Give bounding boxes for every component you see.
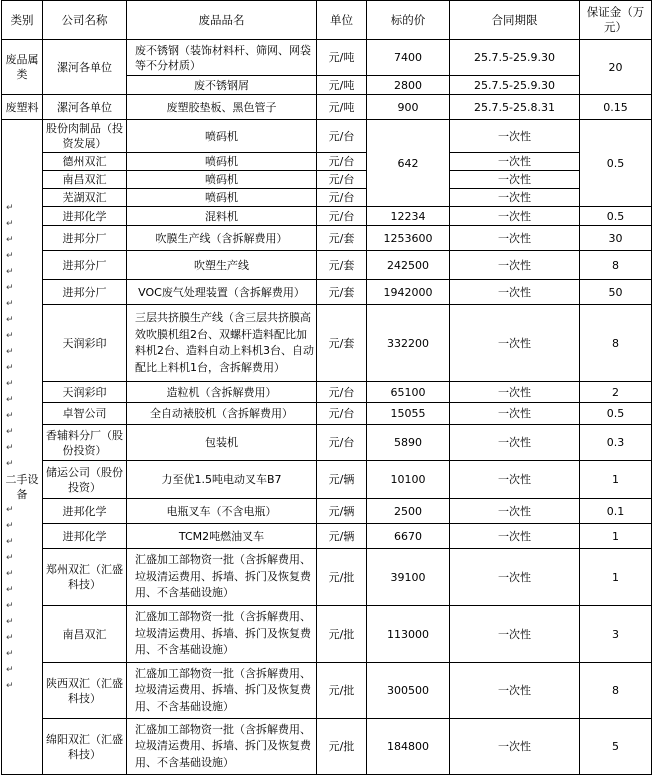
deposit-cell: 2 [580, 382, 652, 403]
price-cell: 5890 [367, 425, 450, 461]
return-mark: ↵ [6, 681, 14, 691]
contract-cell: 一次性 [450, 606, 580, 663]
table-row [2, 153, 652, 171]
price-cell: 242500 [367, 251, 450, 280]
table-row [2, 40, 652, 76]
contract-cell: 一次性 [450, 251, 580, 280]
unit-cell: 元/台 [317, 171, 367, 189]
table-row [2, 524, 652, 549]
item-cell: 汇盛加工部物资一批（含拆解费用、垃圾清运费用、拆墙、拆门及恢复费用、不含基础设施） [127, 663, 317, 719]
table-row [2, 251, 652, 280]
contract-cell: 一次性 [450, 189, 580, 207]
company-cell: 芜湖双汇 [43, 189, 127, 207]
unit-cell: 元/套 [317, 305, 367, 382]
return-mark: ↵ [6, 235, 14, 245]
deposit-cell: 3 [580, 606, 652, 663]
table-row [2, 461, 652, 499]
unit-cell: 元/批 [317, 549, 367, 606]
contract-cell: 一次性 [450, 663, 580, 719]
return-mark: ↵ [6, 585, 14, 595]
deposit-cell: 1 [580, 549, 652, 606]
unit-cell: 元/台 [317, 425, 367, 461]
item-cell: 废不锈钢屑 [127, 76, 317, 95]
table-row [2, 403, 652, 425]
header-item: 废品品名 [127, 1, 317, 40]
deposit-cell: 30 [580, 226, 652, 251]
table-row [2, 719, 652, 775]
price-cell: 7400 [367, 40, 450, 76]
item-cell: 喷码机 [127, 189, 317, 207]
table-row [2, 280, 652, 305]
company-cell: 卓智公司 [43, 403, 127, 425]
unit-cell: 元/批 [317, 663, 367, 719]
header-price: 标的价 [367, 1, 450, 40]
company-cell: 德州双汇 [43, 153, 127, 171]
return-mark: ↵ [6, 203, 14, 213]
return-mark: ↵ [6, 601, 14, 611]
company-cell: 天润彩印 [43, 305, 127, 382]
company-cell: 进邦化学 [43, 524, 127, 549]
deposit-cell: 0.5 [580, 207, 652, 226]
contract-cell: 一次性 [450, 226, 580, 251]
item-cell: VOC废气处理装置（含拆解费用） [127, 280, 317, 305]
item-cell: 包装机 [127, 425, 317, 461]
item-cell: 喷码机 [127, 171, 317, 189]
unit-cell: 元/辆 [317, 524, 367, 549]
company-cell: 天润彩印 [43, 382, 127, 403]
price-cell: 2500 [367, 499, 450, 524]
deposit-cell: 50 [580, 280, 652, 305]
price-cell: 15055 [367, 403, 450, 425]
price-cell: 2800 [367, 76, 450, 95]
company-cell: 漯河各单位 [43, 40, 127, 95]
unit-cell: 元/批 [317, 606, 367, 663]
item-cell: 喷码机 [127, 120, 317, 153]
contract-cell: 一次性 [450, 382, 580, 403]
header-unit: 单位 [317, 1, 367, 40]
contract-cell: 一次性 [450, 403, 580, 425]
contract-cell: 一次性 [450, 499, 580, 524]
header-company: 公司名称 [43, 1, 127, 40]
table-row [2, 663, 652, 719]
contract-cell: 一次性 [450, 171, 580, 189]
company-cell: 绵阳双汇（汇盛科技） [43, 719, 127, 775]
return-mark: ↵ [6, 443, 14, 453]
item-cell: 力至优1.5吨电动叉车B7 [127, 461, 317, 499]
contract-cell: 一次性 [450, 207, 580, 226]
item-cell: 汇盛加工部物资一批（含拆解费用、垃圾清运费用、拆墙、拆门及恢复费用、不含基础设施） [127, 606, 317, 663]
price-cell: 6670 [367, 524, 450, 549]
deposit-cell: 0.15 [580, 95, 652, 120]
price-cell: 642 [367, 120, 450, 207]
price-cell: 113000 [367, 606, 450, 663]
company-cell: 进邦分厂 [43, 280, 127, 305]
contract-cell: 25.7.5-25.8.31 [450, 95, 580, 120]
price-cell: 900 [367, 95, 450, 120]
company-cell: 进邦分厂 [43, 251, 127, 280]
contract-cell: 一次性 [450, 120, 580, 153]
price-cell: 65100 [367, 382, 450, 403]
item-cell: 吹塑生产线 [127, 251, 317, 280]
deposit-cell: 0.5 [580, 120, 652, 207]
table-row [2, 305, 652, 382]
return-mark: ↵ [6, 299, 14, 309]
item-cell: 汇盛加工部物资一批（含拆解费用、垃圾清运费用、拆墙、拆门及恢复费用、不含基础设施） [127, 549, 317, 606]
return-mark: ↵ [6, 505, 14, 515]
contract-cell: 一次性 [450, 280, 580, 305]
deposit-cell: 0.5 [580, 403, 652, 425]
unit-cell: 元/吨 [317, 95, 367, 120]
deposit-cell: 0.3 [580, 425, 652, 461]
company-cell: 进邦化学 [43, 207, 127, 226]
return-mark: ↵ [6, 363, 14, 373]
contract-cell: 一次性 [450, 524, 580, 549]
price-cell: 300500 [367, 663, 450, 719]
item-cell: 汇盛加工部物资一批（含拆解费用、垃圾清运费用、拆墙、拆门及恢复费用、不含基础设施） [127, 719, 317, 775]
price-cell: 1942000 [367, 280, 450, 305]
contract-cell: 一次性 [450, 461, 580, 499]
category-second-hand [2, 120, 43, 775]
unit-cell: 元/套 [317, 280, 367, 305]
return-mark: ↵ [6, 219, 14, 229]
contract-cell: 25.7.5-25.9.30 [450, 76, 580, 95]
company-cell: 南昌双汇 [43, 606, 127, 663]
deposit-cell: 8 [580, 663, 652, 719]
company-cell: 进邦分厂 [43, 226, 127, 251]
table-row [2, 207, 652, 226]
table-row [2, 120, 652, 153]
contract-cell: 一次性 [450, 549, 580, 606]
unit-cell: 元/台 [317, 120, 367, 153]
deposit-cell: 8 [580, 251, 652, 280]
return-mark: ↵ [6, 251, 14, 261]
item-cell: 废塑胶垫板、黑色管子 [127, 95, 317, 120]
return-mark: ↵ [6, 459, 14, 469]
header-contract: 合同期限 [450, 1, 580, 40]
item-cell: 三层共挤膜生产线（含三层共挤膜高效吹膜机组2台、双螺杆造料配比加料机2台、造料自动上料机3台、自动配比上料机1台，含拆解费用） [127, 305, 317, 382]
item-cell: 混料机 [127, 207, 317, 226]
return-mark: ↵ [6, 427, 14, 437]
return-mark: ↵ [6, 395, 14, 405]
deposit-cell: 20 [580, 40, 652, 95]
unit-cell: 元/辆 [317, 499, 367, 524]
table-row [2, 606, 652, 663]
return-mark: ↵ [6, 283, 14, 293]
return-mark: ↵ [6, 649, 14, 659]
item-cell: 吹膜生产线（含拆解费用） [127, 226, 317, 251]
company-cell: 郑州双汇（汇盛科技） [43, 549, 127, 606]
category-scrap-metal: 废品属类 [2, 40, 43, 95]
return-mark: ↵ [6, 521, 14, 531]
item-cell: 电瓶叉车（不含电瓶） [127, 499, 317, 524]
return-mark: ↵ [6, 267, 14, 277]
header-category: 类别 [2, 1, 43, 40]
unit-cell: 元/吨 [317, 76, 367, 95]
company-cell: 南昌双汇 [43, 171, 127, 189]
contract-cell: 一次性 [450, 305, 580, 382]
deposit-cell: 0.1 [580, 499, 652, 524]
table-row [2, 189, 652, 207]
unit-cell: 元/台 [317, 189, 367, 207]
return-mark: ↵ [6, 379, 14, 389]
company-cell: 漯河各单位 [43, 95, 127, 120]
return-mark: ↵ [6, 569, 14, 579]
unit-cell: 元/套 [317, 251, 367, 280]
company-cell: 香辅料分厂（股份投资） [43, 425, 127, 461]
header-row [2, 1, 652, 40]
deposit-cell: 5 [580, 719, 652, 775]
return-mark: ↵ [6, 553, 14, 563]
unit-cell: 元/台 [317, 382, 367, 403]
unit-cell: 元/台 [317, 153, 367, 171]
category-scrap-plastic: 废塑料 [2, 95, 43, 120]
company-cell: 股份肉制品（投资发展） [43, 120, 127, 153]
table-row [2, 171, 652, 189]
deposit-cell: 8 [580, 305, 652, 382]
table-row [2, 425, 652, 461]
category-second-hand-label: 二手设备 [5, 473, 39, 501]
return-mark: ↵ [6, 665, 14, 675]
price-cell: 39100 [367, 549, 450, 606]
item-cell: 全自动裱胶机（含拆解费用） [127, 403, 317, 425]
item-cell: 喷码机 [127, 153, 317, 171]
table-row [2, 549, 652, 606]
unit-cell: 元/批 [317, 719, 367, 775]
return-mark: ↵ [6, 633, 14, 643]
price-cell: 10100 [367, 461, 450, 499]
deposit-cell: 1 [580, 524, 652, 549]
return-mark: ↵ [6, 411, 14, 421]
contract-cell: 一次性 [450, 153, 580, 171]
table-row [2, 499, 652, 524]
price-cell: 12234 [367, 207, 450, 226]
unit-cell: 元/吨 [317, 40, 367, 76]
company-cell: 储运公司（股份投资） [43, 461, 127, 499]
price-cell: 1253600 [367, 226, 450, 251]
table-row [2, 226, 652, 251]
contract-cell: 一次性 [450, 425, 580, 461]
return-mark: ↵ [6, 537, 14, 547]
contract-cell: 一次性 [450, 719, 580, 775]
table-row [2, 95, 652, 120]
return-mark: ↵ [6, 331, 14, 341]
return-mark: ↵ [6, 617, 14, 627]
deposit-cell: 1 [580, 461, 652, 499]
unit-cell: 元/辆 [317, 461, 367, 499]
company-cell: 进邦化学 [43, 499, 127, 524]
unit-cell: 元/台 [317, 403, 367, 425]
item-cell: 造粒机（含拆解费用） [127, 382, 317, 403]
price-cell: 332200 [367, 305, 450, 382]
unit-cell: 元/套 [317, 226, 367, 251]
item-cell: 废不锈钢（装饰材料杆、筛网、网袋等不分材质） [127, 40, 317, 76]
bid-table [1, 0, 652, 775]
company-cell: 陕西双汇（汇盛科技） [43, 663, 127, 719]
table-row [2, 382, 652, 403]
header-deposit: 保证金（万元） [580, 1, 652, 40]
contract-cell: 25.7.5-25.9.30 [450, 40, 580, 76]
return-mark: ↵ [6, 315, 14, 325]
unit-cell: 元/台 [317, 207, 367, 226]
price-cell: 184800 [367, 719, 450, 775]
item-cell: TCM2吨燃油叉车 [127, 524, 317, 549]
return-mark: ↵ [6, 347, 14, 357]
